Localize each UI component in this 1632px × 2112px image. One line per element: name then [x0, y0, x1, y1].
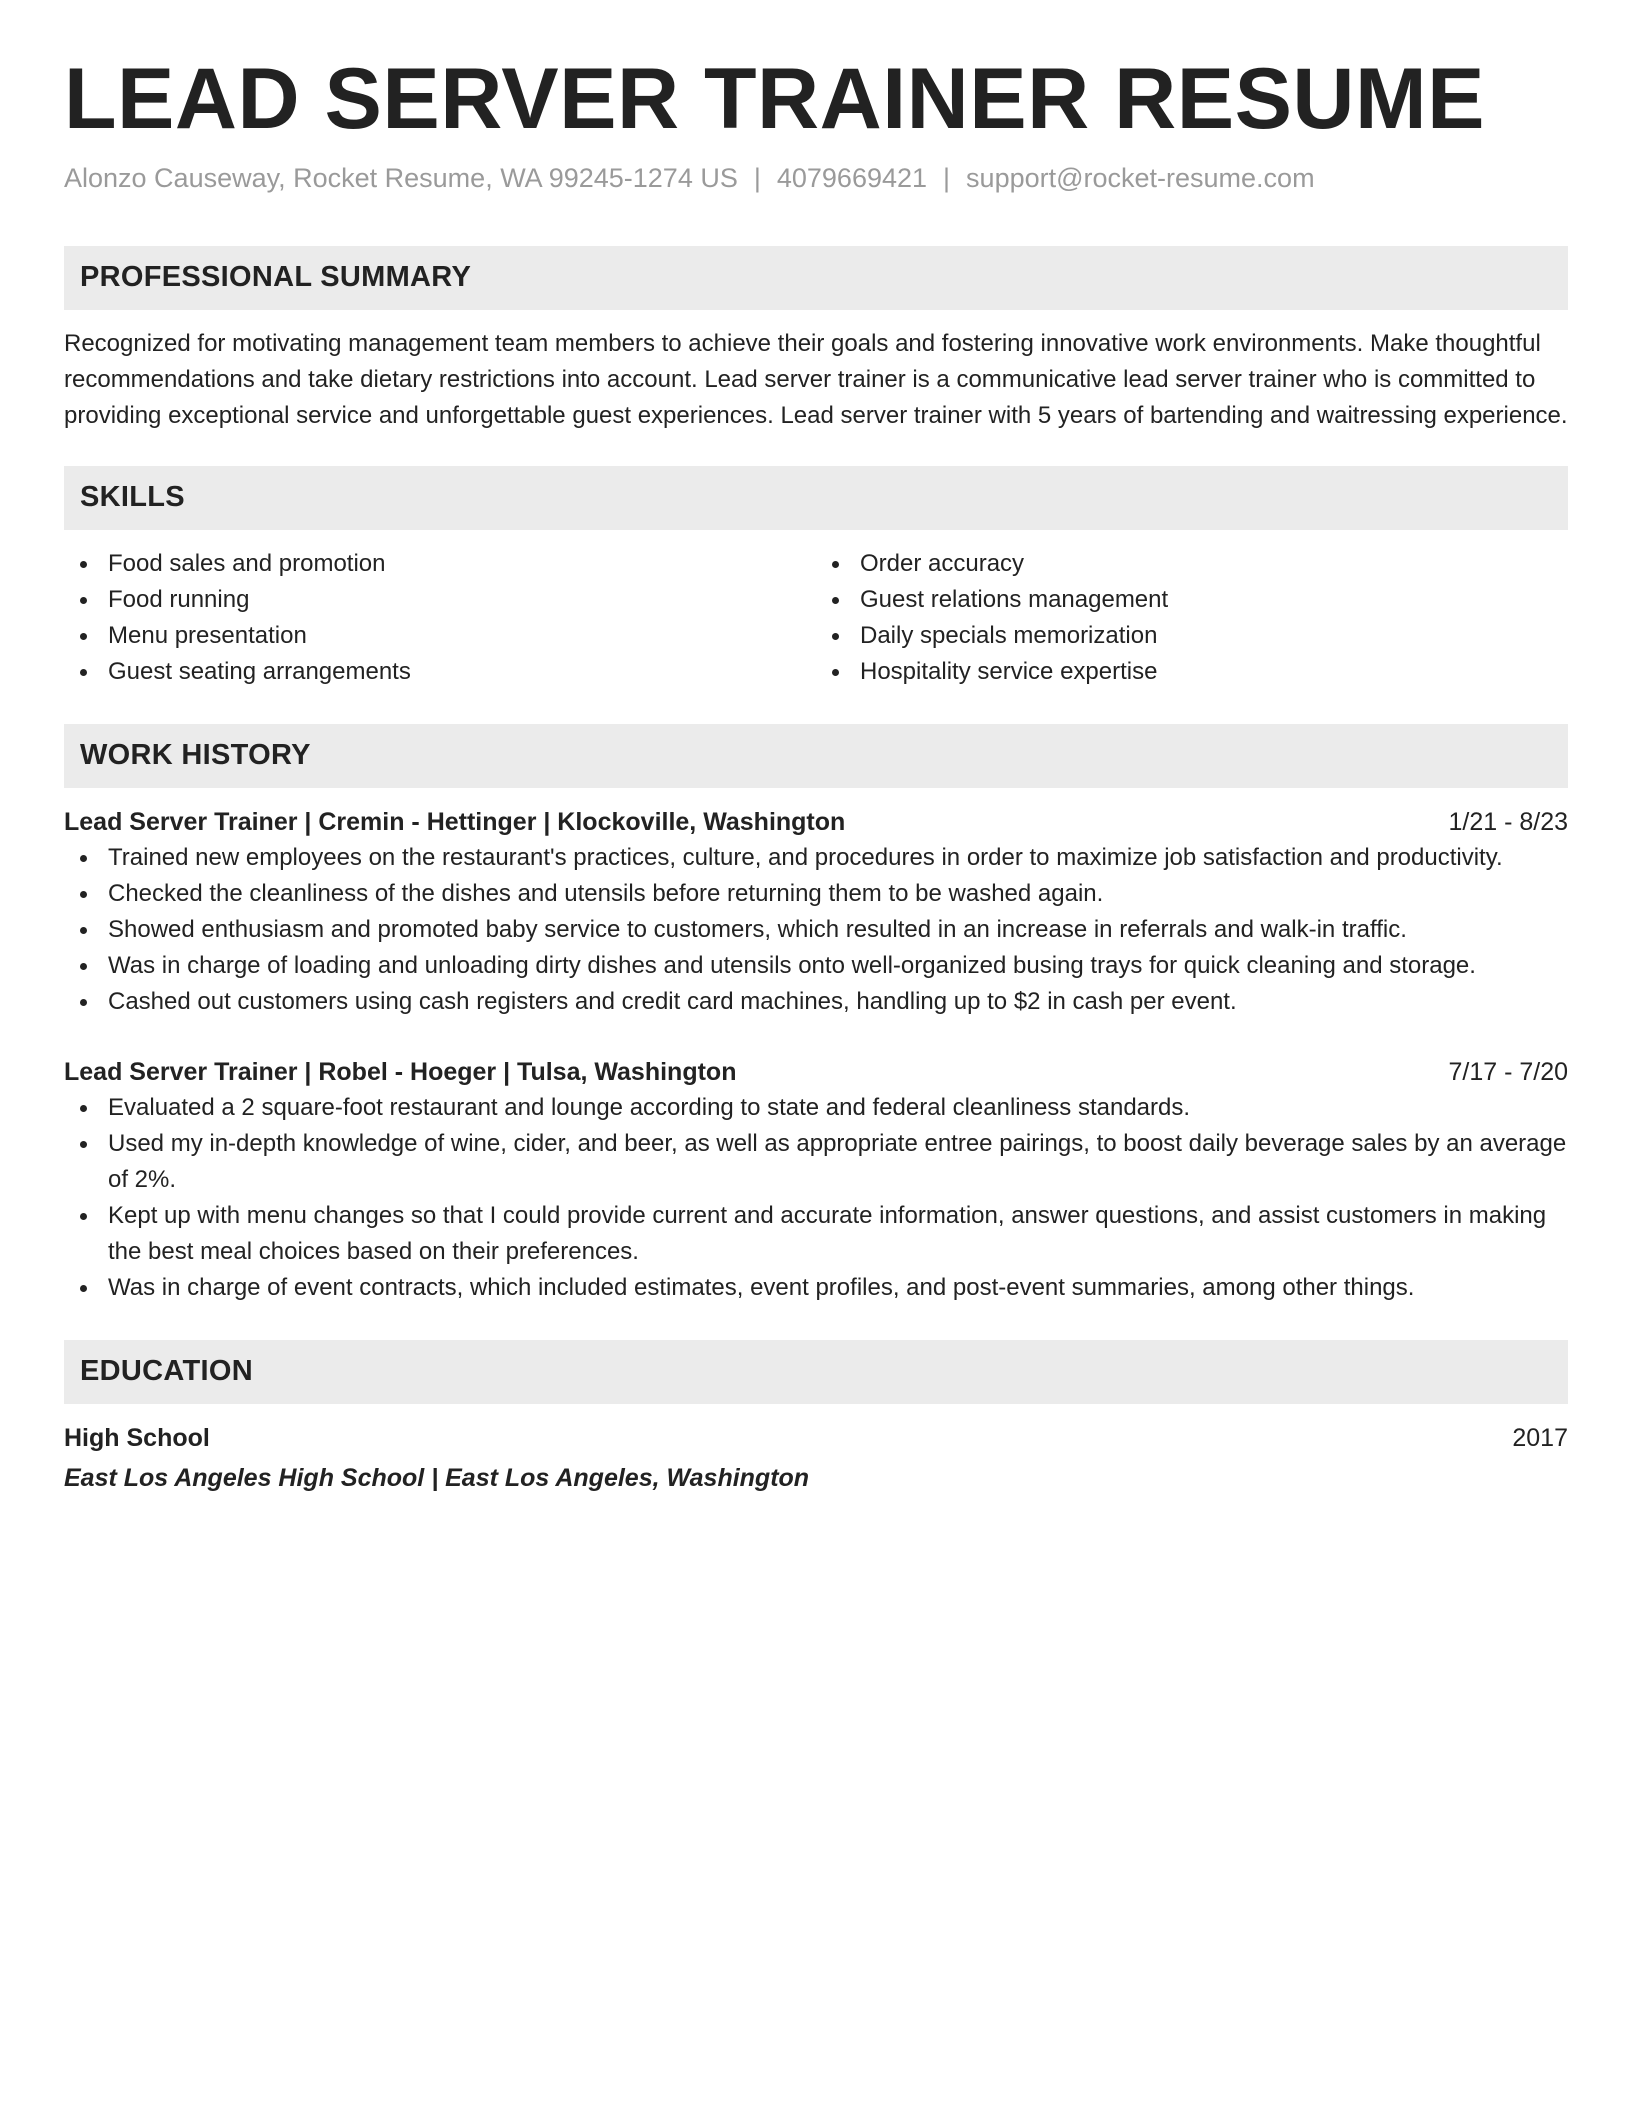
summary-text: Recognized for motivating management team members to achieve their goals and fostering innovative work environments. Make thoughtful recommendations and take dietary restrictions into account. Lead server trainer is a communicative lead server trainer who is committed to providing exceptional service and unforgettable guest experiences. Lead server trainer with 5 years of bartending and waitressing experience. [64, 329, 1568, 429]
section-header-education [64, 1340, 1568, 1404]
skill-item: Guest relations management [816, 582, 1568, 618]
job-bullet: Kept up with menu changes so that I could provide current and accurate information, answer questions, and assist customers in making the best meal choices based on their preferences. [64, 1198, 1568, 1270]
skill-item: Hospitality service expertise [816, 654, 1568, 690]
job-bullet: Trained new employees on the restaurant's practices, culture, and procedures in order to maximize job satisfaction and productivity. [64, 840, 1568, 876]
education-year: 2017 [1512, 1423, 1568, 1452]
job-entry [64, 804, 1568, 1020]
skills-grid [64, 546, 1568, 690]
job-dates: 7/17 - 7/20 [1448, 1057, 1568, 1086]
contact-email: support@rocket-resume.com [966, 162, 1315, 193]
job-bullets [64, 840, 1568, 1020]
job-bullets [64, 1090, 1568, 1306]
job-bullet: Was in charge of event contracts, which included estimates, event profiles, and post-event summaries, among other things. [64, 1270, 1568, 1306]
job-bullet: Cashed out customers using cash registers and credit card machines, handling up to $2 in cash per event. [64, 984, 1568, 1020]
skill-item: Food sales and promotion [64, 546, 816, 582]
job-header [64, 1054, 1568, 1090]
section-header-work-history [64, 724, 1568, 788]
education-school: East Los Angeles High School | East Los Angeles, Washington [64, 1463, 810, 1492]
section-title: EDUCATION [80, 1355, 253, 1388]
skills-list-left [64, 546, 816, 690]
skill-item: Menu presentation [64, 618, 816, 654]
skill-item: Food running [64, 582, 816, 618]
section-header-skills [64, 466, 1568, 530]
job-bullet: Used my in-depth knowledge of wine, cider, and beer, as well as appropriate entree pairings, to boost daily beverage sales by an average of 2%. [64, 1126, 1568, 1198]
contact-separator: | [943, 162, 951, 193]
job-dates: 1/21 - 8/23 [1448, 807, 1568, 836]
skills-list-right [816, 546, 1568, 690]
job-header [64, 804, 1568, 840]
job-entry [64, 1054, 1568, 1306]
contact-line [64, 163, 1568, 194]
job-bullet: Was in charge of loading and unloading dirty dishes and utensils onto well-organized busing trays for quick cleaning and storage. [64, 948, 1568, 984]
education-header [64, 1420, 1568, 1456]
job-bullet: Evaluated a 2 square-foot restaurant and lounge according to state and federal cleanliness standards. [64, 1090, 1568, 1126]
job-bullet: Showed enthusiasm and promoted baby service to customers, which resulted in an increase in referrals and walk-in traffic. [64, 912, 1568, 948]
job-bullet: Checked the cleanliness of the dishes and utensils before returning them to be washed again. [64, 876, 1568, 912]
contact-address: Alonzo Causeway, Rocket Resume, WA 99245-1274 US [64, 162, 738, 193]
resume-title: LEAD SERVER TRAINER RESUME [64, 51, 1486, 147]
contact-phone: 4079669421 [776, 162, 928, 193]
skill-item: Order accuracy [816, 546, 1568, 582]
section-title: PROFESSIONAL SUMMARY [80, 261, 472, 294]
contact-separator: | [753, 162, 761, 193]
section-header-summary [64, 246, 1568, 310]
skill-item: Guest seating arrangements [64, 654, 816, 690]
job-title: Lead Server Trainer | Robel - Hoeger | Tulsa, Washington [64, 1057, 737, 1086]
job-title: Lead Server Trainer | Cremin - Hettinger | Klockoville, Washington [64, 807, 846, 836]
section-title: WORK HISTORY [80, 739, 311, 772]
skill-item: Daily specials memorization [816, 618, 1568, 654]
section-title: SKILLS [80, 481, 185, 514]
education-degree: High School [64, 1423, 210, 1452]
